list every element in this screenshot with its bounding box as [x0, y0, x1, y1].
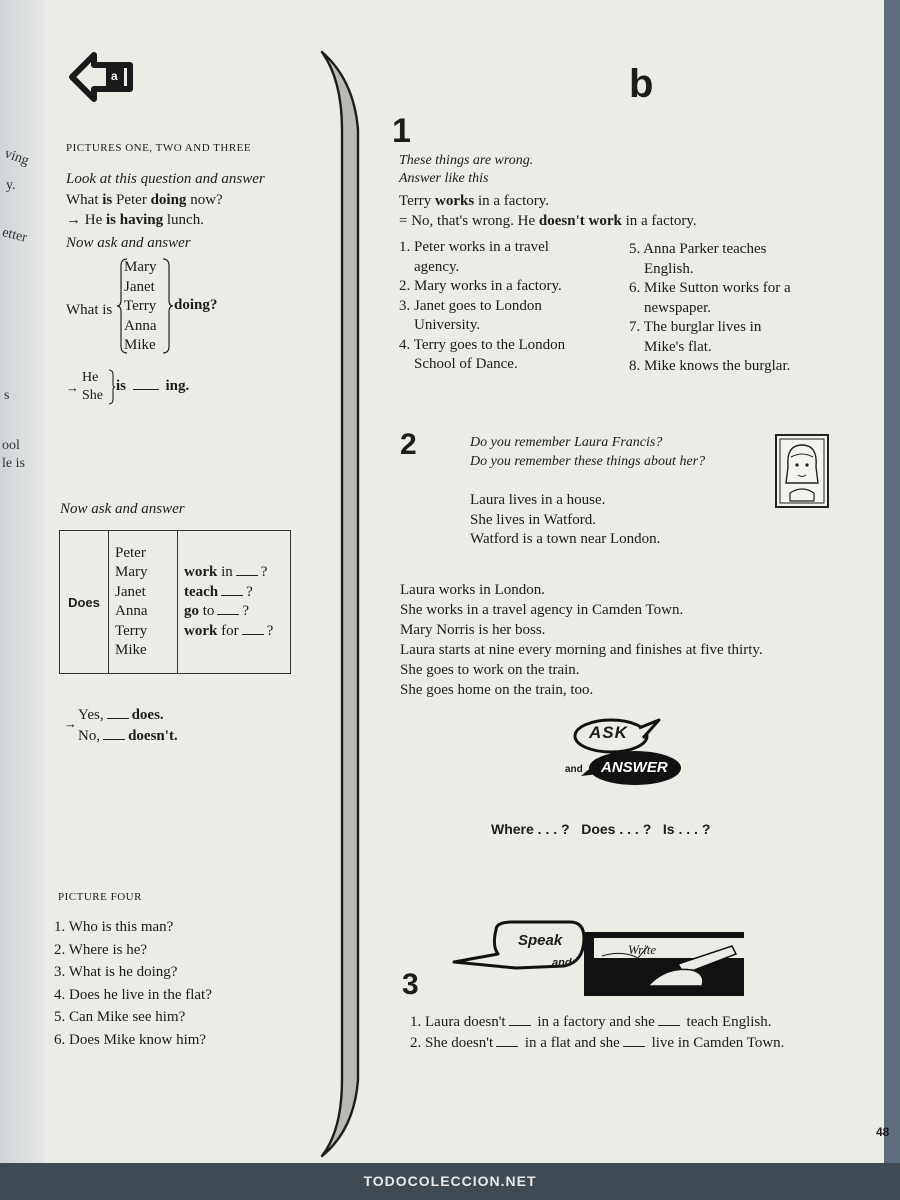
names-cell: [109, 531, 178, 674]
margin-text: ool: [2, 438, 20, 453]
no-answer: No, doesn't.: [78, 728, 178, 744]
table-name: Janet: [115, 583, 146, 600]
list-item: 1. Peter works in a travel: [399, 239, 549, 255]
right-brace: [108, 369, 116, 405]
margin-text: y.: [6, 178, 16, 193]
name-item: Mike: [124, 337, 156, 353]
exercise-number: 3: [402, 968, 419, 1001]
name-item: Terry: [124, 298, 157, 314]
pattern-arrow: →: [66, 380, 79, 395]
yes-answer: Yes, does.: [78, 707, 164, 723]
picture-four-questions: [54, 916, 212, 1051]
exercise-number: 2: [400, 428, 417, 461]
list-item: 6. Mike Sutton works for a: [629, 280, 791, 296]
what-is-label: What is: [66, 302, 113, 318]
does-substitution-table: [59, 530, 291, 674]
instruction: Do you remember these things about her?: [470, 454, 706, 469]
laura-paragraph-2: [400, 580, 763, 700]
margin-text: ving: [2, 146, 31, 169]
ask-and-answer-logo: [559, 716, 689, 788]
phrases-cell: [178, 531, 291, 674]
list-item: School of Dance.: [399, 356, 518, 372]
page-number: 48: [876, 1125, 890, 1139]
pattern-arrow: →: [64, 716, 77, 731]
badge-letter: a: [111, 69, 118, 83]
list-item: newspaper.: [629, 299, 712, 316]
doing-label: doing?: [174, 297, 218, 313]
question-prompts: Where . . . ? Does . . . ? Is . . . ?: [491, 821, 711, 837]
table-phrase: go to ?: [184, 603, 250, 619]
table-name: Terry: [115, 622, 148, 639]
margin-text: s: [4, 388, 10, 403]
list-item: 7. The burglar lives in: [629, 319, 762, 335]
logo-and: and: [565, 764, 583, 775]
speech-and-writing-icon: [452, 916, 746, 998]
text-line: She goes home on the train, too.: [400, 682, 594, 698]
text-line: Mary Norris is her boss.: [400, 622, 546, 638]
text-line: Laura works in London.: [400, 582, 545, 598]
list-item: 1. Who is this man?: [54, 919, 174, 935]
text-line: She works in a travel agency in Camden Town.: [400, 602, 684, 618]
margin-text: etter: [0, 225, 29, 246]
list-item: 5. Can Mike see him?: [54, 1009, 186, 1025]
arrow-badge-icon: [68, 50, 136, 104]
list-item: 2. Mary works in a factory.: [399, 278, 562, 294]
text-line: She lives in Watford.: [470, 511, 596, 528]
exercise-number: 1: [392, 112, 411, 150]
laura-paragraph-1: [470, 491, 660, 550]
table-phrase: work for ?: [184, 622, 274, 639]
list-item: 5. Anna Parker teaches: [629, 241, 767, 257]
example-answer: → He is having lunch.: [66, 212, 204, 228]
textbook-page: [44, 0, 890, 1200]
list-item: agency.: [399, 258, 460, 275]
gap-fill-item: 2. She doesn't in a flat and she live in Camden Town.: [410, 1035, 785, 1051]
logo-write: Write: [628, 942, 657, 957]
gap-fill-item: 1. Laura doesn't in a factory and she teach English.: [410, 1014, 772, 1030]
name-item: Anna: [124, 317, 157, 334]
text-line: Watford is a town near London.: [470, 531, 661, 547]
instruction: Now ask and answer: [66, 235, 191, 251]
girl-portrait-icon: [774, 433, 830, 509]
list-item: 4. Terry goes to the London: [399, 336, 566, 353]
table-name: Anna: [115, 603, 148, 619]
list-item: 6. Does Mike know him?: [54, 1031, 207, 1048]
text-line: Laura starts at nine every morning and finishes at five thirty.: [400, 642, 763, 658]
logo-ask: ASK: [589, 723, 628, 742]
instruction: Now ask and answer: [60, 501, 185, 517]
list-item: English.: [629, 260, 694, 277]
pronoun-he: He: [82, 370, 99, 385]
speak-and-write-logo: [452, 916, 746, 998]
list-item: 2. Where is he?: [54, 941, 148, 958]
example-question: What is Peter doing now?: [66, 192, 223, 208]
pronoun-she: She: [82, 388, 103, 403]
text-line: She goes to work on the train.: [400, 662, 580, 678]
list-item: 3. What is he doing?: [54, 964, 178, 980]
wrong-statements-right: [629, 240, 791, 377]
example-response: = No, that's wrong. He doesn't work in a factory.: [399, 213, 697, 229]
wrong-statements-left: [399, 238, 565, 375]
column-letter: b: [629, 62, 654, 106]
list-item: 8. Mike knows the burglar.: [629, 358, 791, 374]
name-item: Mary: [124, 259, 157, 275]
instruction: Do you remember Laura Francis?: [470, 435, 663, 450]
logo-answer: ANSWER: [601, 759, 668, 776]
column-divider: [304, 50, 404, 1160]
instruction: Answer like this: [399, 171, 489, 186]
section-heading: PICTURES ONE, TWO AND THREE: [66, 142, 252, 154]
table-phrase: teach ?: [184, 583, 253, 600]
name-list: [124, 258, 157, 356]
example-sentence: Terry works in a factory.: [399, 193, 550, 209]
text-line: Laura lives in a house.: [470, 492, 606, 508]
instruction: Look at this question and answer: [66, 171, 265, 187]
pronoun-list: [82, 369, 103, 405]
right-brace: [162, 258, 174, 354]
margin-text: le is: [2, 456, 25, 471]
previous-page-edge: [0, 0, 44, 1200]
table-name: Mike: [115, 642, 147, 658]
logo-speak: Speak: [518, 932, 563, 949]
instruction: These things are wrong.: [399, 153, 534, 168]
table-phrase: work in ?: [184, 564, 268, 580]
list-item: Mike's flat.: [629, 338, 712, 355]
is-ing-pattern: is ing.: [116, 378, 190, 394]
name-item: Janet: [124, 278, 155, 295]
list-item: University.: [399, 317, 481, 333]
section-heading: PICTURE FOUR: [58, 891, 142, 903]
table-name: Peter: [115, 544, 146, 561]
watermark-bar: TODOCOLECCION.NET: [0, 1163, 900, 1200]
list-item: 3. Janet goes to London: [399, 297, 542, 314]
list-item: 4. Does he live in the flat?: [54, 986, 212, 1003]
table-name: Mary: [115, 564, 148, 580]
does-cell: Does: [60, 531, 109, 674]
logo-and: and: [552, 957, 572, 969]
